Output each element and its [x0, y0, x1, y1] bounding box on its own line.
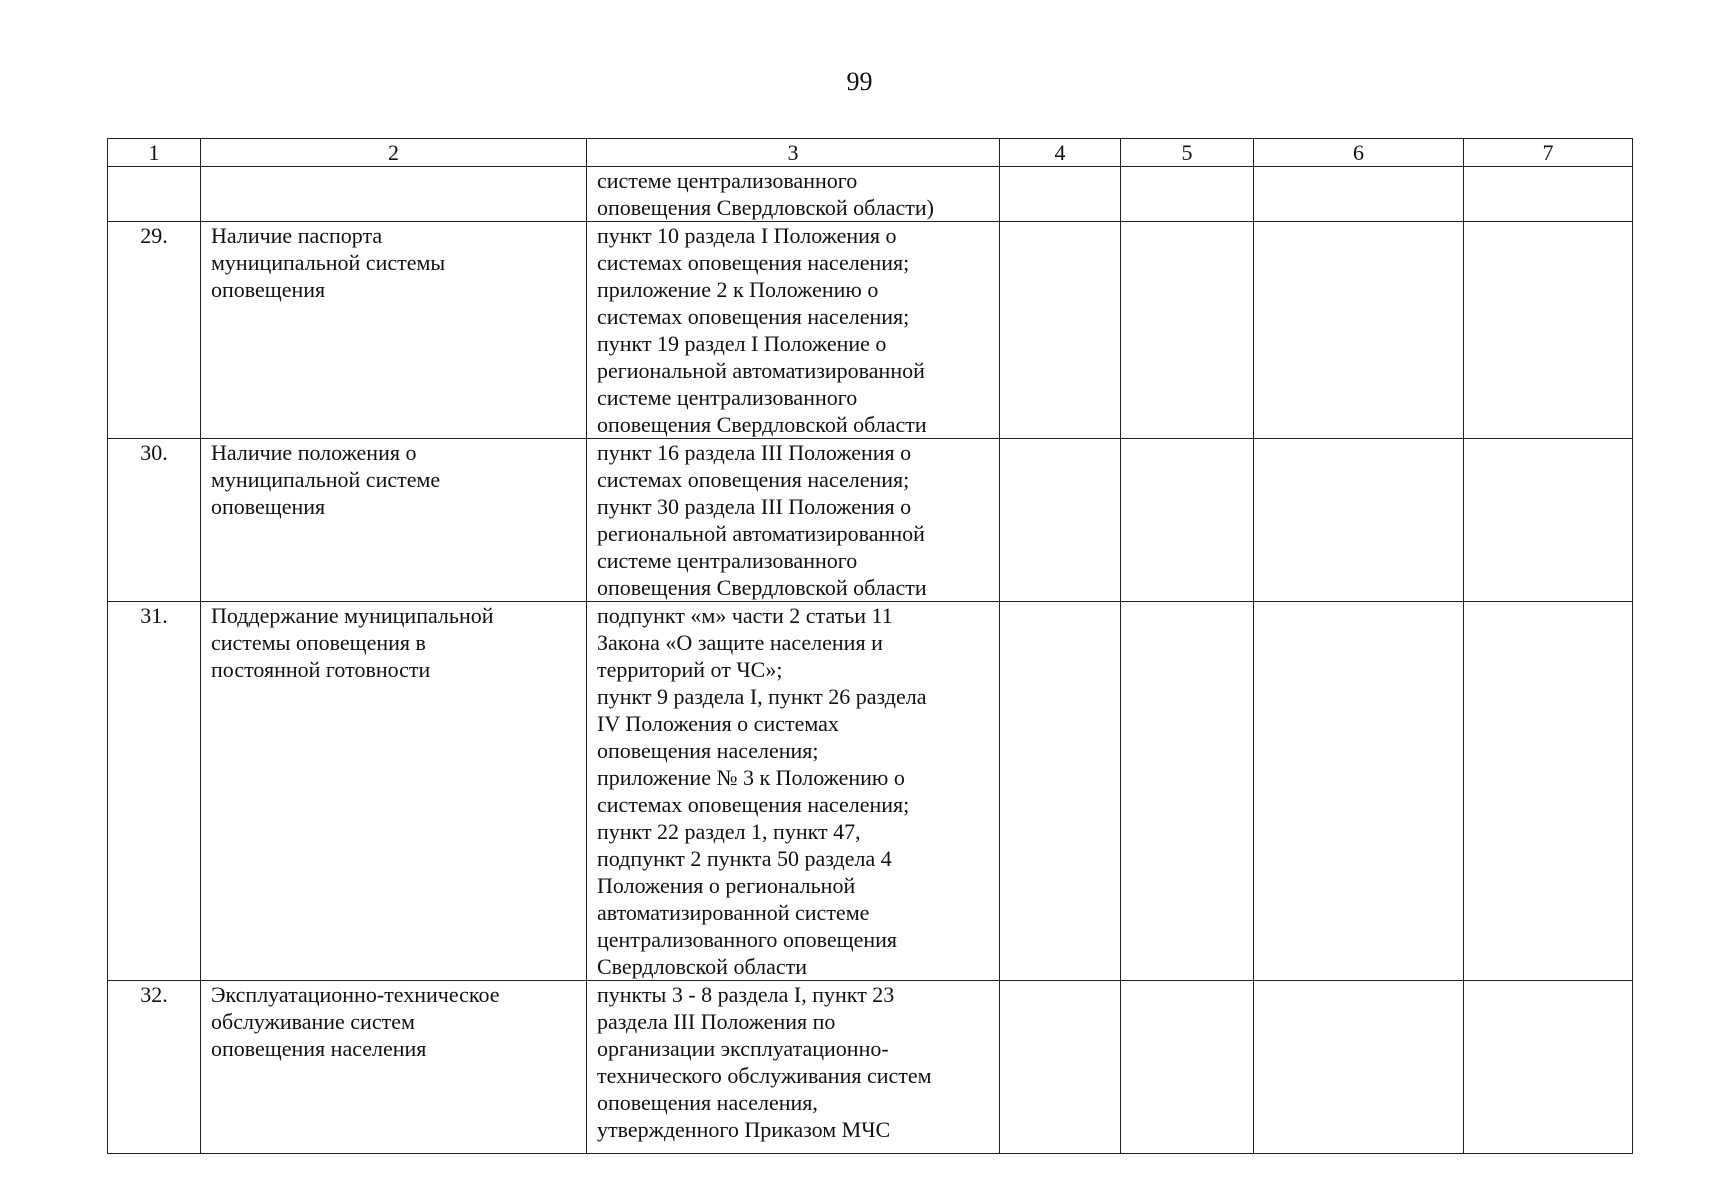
basis-cell: [587, 167, 1000, 222]
cell-text-line: системы оповещения в: [211, 630, 426, 655]
item-cell: [201, 167, 587, 222]
cell-text-line: Закона «О защите населения и: [597, 630, 883, 655]
cell-col-6: [1254, 167, 1464, 222]
cell-text-line: оповещения населения: [211, 1036, 427, 1061]
cell-col-4: [1000, 439, 1121, 602]
column-header-7: 7: [1464, 139, 1633, 167]
item-cell: [201, 602, 587, 981]
column-number-row: [108, 139, 1633, 167]
cell-text-line: утвержденного Приказом МЧС: [597, 1117, 891, 1142]
cell-col-6: [1254, 222, 1464, 439]
basis-cell: [587, 602, 1000, 981]
cell-text-line: системе централизованного: [597, 168, 858, 193]
basis-cell: [587, 981, 1000, 1154]
row-number: [108, 167, 201, 222]
cell-col-7: [1464, 222, 1633, 439]
cell-text-line: постоянной готовности: [211, 657, 431, 682]
cell-text-line: Свердловской области: [597, 954, 807, 979]
cell-text-line: системах оповещения населения;: [597, 792, 910, 817]
cell-text-line: пункт 19 раздел I Положение о: [597, 331, 887, 356]
cell-text-line: системах оповещения населения;: [597, 304, 910, 329]
regulation-table: [107, 138, 1633, 1154]
column-header-1: 1: [108, 139, 201, 167]
cell-col-4: [1000, 602, 1121, 981]
cell-text-line: оповещения Свердловской области: [597, 575, 927, 600]
cell-col-6: [1254, 602, 1464, 981]
table-row: [108, 981, 1633, 1154]
cell-text-line: системе централизованного: [597, 548, 858, 573]
cell-text-line: Положения о региональной: [597, 873, 856, 898]
table-row: [108, 222, 1633, 439]
column-header-2: 2: [201, 139, 587, 167]
cell-text-line: территорий от ЧС»;: [597, 657, 783, 682]
row-number: 31.: [108, 602, 201, 981]
cell-text-line: централизованного оповещения: [597, 927, 898, 952]
cell-col-5: [1121, 602, 1254, 981]
item-cell: [201, 439, 587, 602]
cell-text-line: оповещения населения;: [597, 738, 819, 763]
cell-col-7: [1464, 602, 1633, 981]
cell-col-7: [1464, 981, 1633, 1154]
cell-text-line: муниципальной системы: [211, 250, 446, 275]
cell-text-line: оповещения Свердловской области: [597, 412, 927, 437]
cell-text-line: пункт 9 раздела I, пункт 26 раздела: [597, 684, 927, 709]
cell-text-line: пункт 10 раздела I Положения о: [597, 223, 897, 248]
item-cell: [201, 222, 587, 439]
cell-text-line: оповещения: [211, 277, 326, 302]
column-header-5: 5: [1121, 139, 1254, 167]
row-number: 30.: [108, 439, 201, 602]
cell-text-line: приложение 2 к Положению о: [597, 277, 879, 302]
cell-text-line: оповещения населения,: [597, 1090, 818, 1115]
cell-text-line: Эксплуатационно-техническое: [211, 982, 500, 1007]
cell-text-line: обслуживание систем: [211, 1009, 415, 1034]
cell-text-line: пункты 3 - 8 раздела I, пункт 23: [597, 982, 895, 1007]
cell-text-line: оповещения Свердловской области): [597, 195, 934, 220]
cell-col-4: [1000, 981, 1121, 1154]
column-header-6: 6: [1254, 139, 1464, 167]
cell-text-line: Поддержание муниципальной: [211, 603, 494, 628]
cell-text-line: технического обслуживания систем: [597, 1063, 932, 1088]
basis-cell: [587, 439, 1000, 602]
cell-text-line: оповещения: [211, 494, 326, 519]
page-number: 99: [846, 67, 873, 96]
cell-text-line: автоматизированной системе: [597, 900, 870, 925]
cell-text-line: приложение № 3 к Положению о: [597, 765, 905, 790]
cell-col-4: [1000, 167, 1121, 222]
cell-col-5: [1121, 167, 1254, 222]
cell-text-line: региональной автоматизированной: [597, 358, 925, 383]
cell-text-line: муниципальной системе: [211, 467, 441, 492]
table-row: [108, 602, 1633, 981]
cell-col-4: [1000, 222, 1121, 439]
cell-text-line: пункт 16 раздела III Положения о: [597, 440, 912, 465]
row-number: 32.: [108, 981, 201, 1154]
cell-text-line: системах оповещения населения;: [597, 250, 910, 275]
row-number: 29.: [108, 222, 201, 439]
cell-col-5: [1121, 981, 1254, 1154]
column-header-3: 3: [587, 139, 1000, 167]
cell-col-7: [1464, 439, 1633, 602]
cell-text-line: подпункт 2 пункта 50 раздела 4: [597, 846, 892, 871]
cell-col-5: [1121, 439, 1254, 602]
cell-col-7: [1464, 167, 1633, 222]
cell-text-line: Наличие положения о: [211, 440, 417, 465]
cell-text-line: IV Положения о системах: [597, 711, 839, 736]
table-row: [108, 167, 1633, 222]
table-row: [108, 439, 1633, 602]
cell-text-line: региональной автоматизированной: [597, 521, 925, 546]
cell-text-line: Наличие паспорта: [211, 223, 383, 248]
item-cell: [201, 981, 587, 1154]
cell-col-6: [1254, 981, 1464, 1154]
column-header-4: 4: [1000, 139, 1121, 167]
cell-text-line: системах оповещения населения;: [597, 467, 910, 492]
cell-col-6: [1254, 439, 1464, 602]
cell-text-line: подпункт «м» части 2 статьи 11: [597, 603, 893, 628]
cell-text-line: организации эксплуатационно-: [597, 1036, 889, 1061]
cell-text-line: системе централизованного: [597, 385, 858, 410]
cell-col-5: [1121, 222, 1254, 439]
cell-text-line: пункт 22 раздел 1, пункт 47,: [597, 819, 861, 844]
basis-cell: [587, 222, 1000, 439]
cell-text-line: раздела III Положения по: [597, 1009, 836, 1034]
cell-text-line: пункт 30 раздела III Положения о: [597, 494, 912, 519]
